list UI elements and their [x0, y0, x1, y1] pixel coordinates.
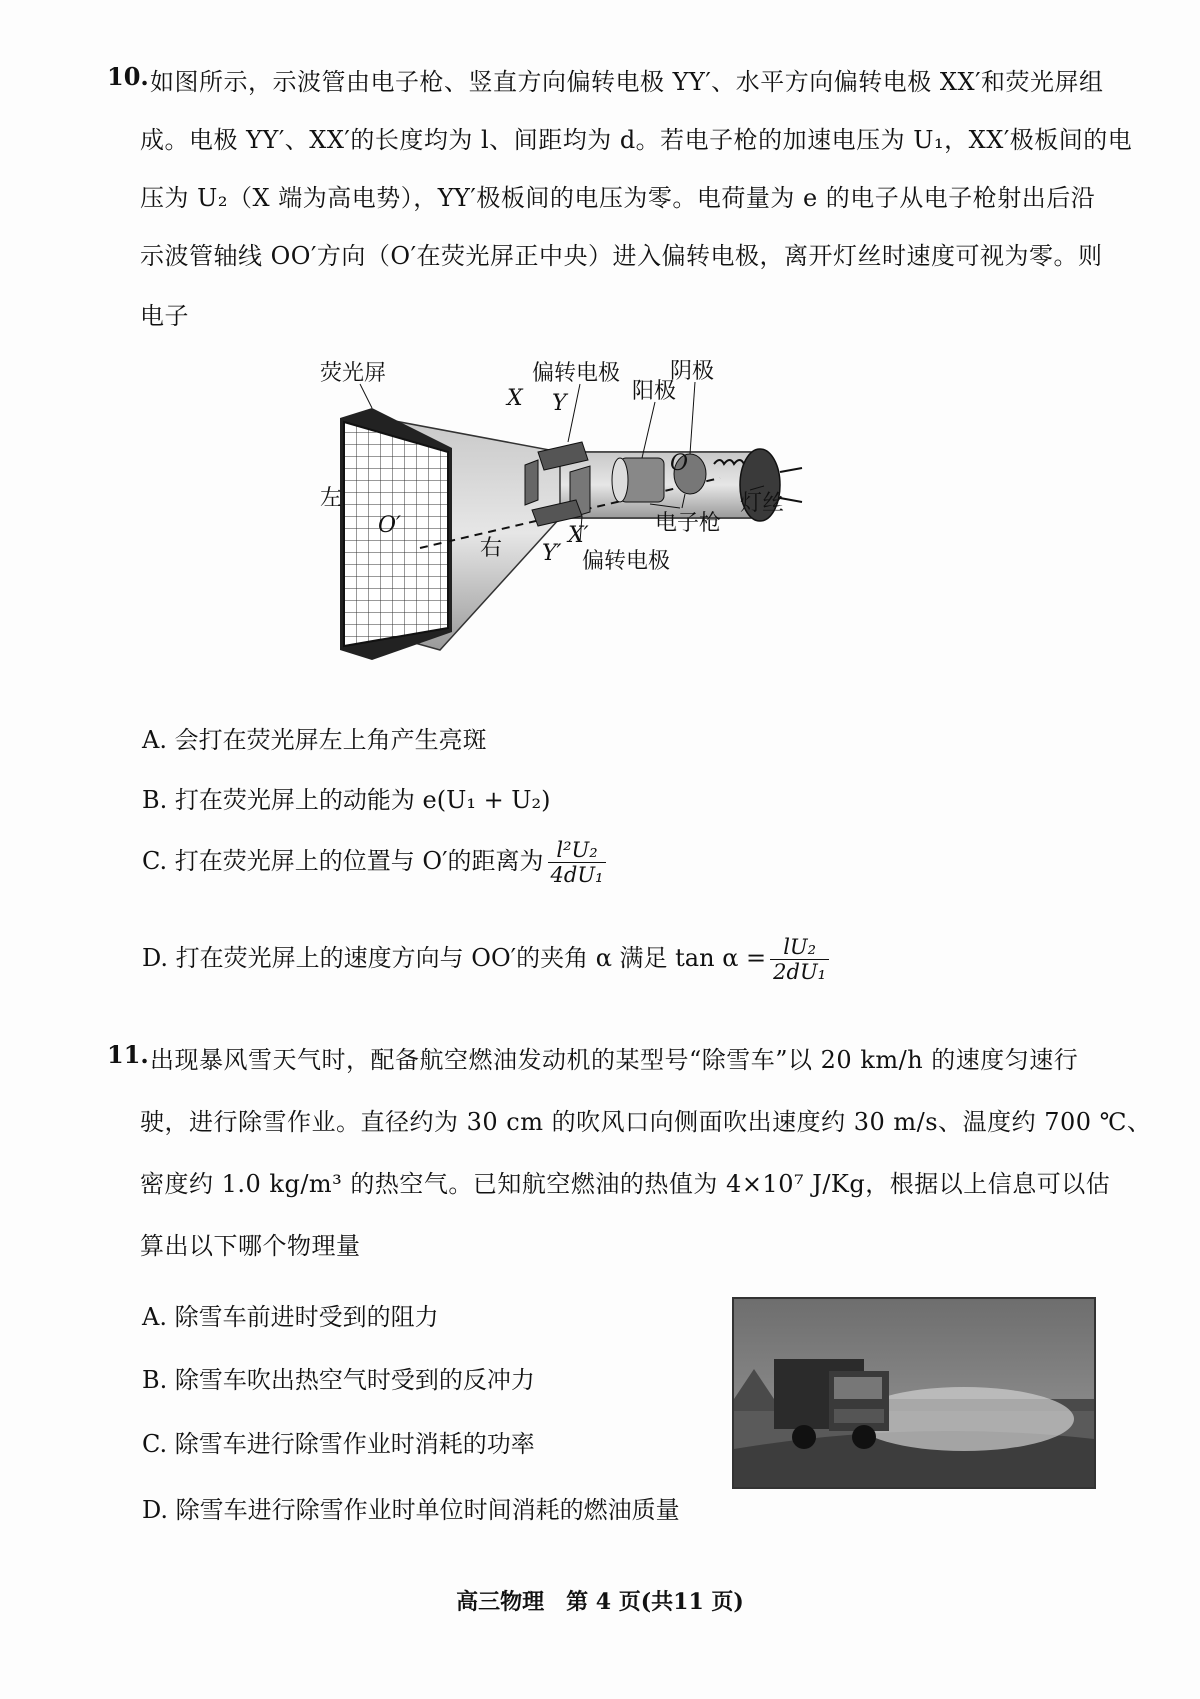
question-10-number: 10.	[107, 62, 149, 91]
label-deflection-bottom: 偏转电极	[582, 549, 671, 574]
page-footer: 高三物理 第 4 页(共11 页)	[456, 1589, 744, 1615]
q10-line-3: 压为 U₂（X 端为高电势），YY′极板间的电压为零。电荷量为 e 的电子从电子枪射出后沿	[140, 184, 1096, 212]
q10-option-c-denominator: 4dU₁	[550, 863, 604, 887]
q10-line-5: 电子	[140, 302, 189, 330]
label-deflection-top: 偏转电极	[532, 361, 621, 386]
label-cathode: 阴极	[670, 360, 715, 384]
q10-line-1: 如图所示，示波管由电子枪、竖直方向偏转电极 YY′、水平方向偏转电极 XX′和荧光屏组	[150, 68, 1104, 96]
q10-option-d-numerator: lU₂	[770, 935, 829, 960]
q10-option-c-text: C. 打在荧光屏上的位置与 O′的距离为	[142, 847, 544, 875]
q10-option-c	[142, 838, 606, 887]
q11-option-a: A. 除雪车前进时受到的阻力	[142, 1303, 439, 1331]
label-anode: 阳极	[632, 379, 677, 404]
q11-line-4: 算出以下哪个物理量	[140, 1232, 361, 1260]
label-o-prime: O′	[378, 513, 402, 538]
q10-option-d-denominator: 2dU₁	[773, 960, 827, 984]
label-y: Y	[552, 391, 567, 416]
q10-line-4: 示波管轴线 OO′方向（O′在荧光屏正中央）进入偏转电极，离开灯丝时速度可视为零。则	[140, 242, 1103, 270]
q10-option-b: B. 打在荧光屏上的动能为 e(U₁ + U₂)	[142, 786, 551, 814]
label-x: X	[507, 386, 523, 411]
label-o: O	[670, 451, 689, 476]
snow-truck-photo	[732, 1297, 1096, 1489]
question-11-number: 11.	[107, 1040, 149, 1069]
label-x-prime: X′	[568, 523, 589, 548]
q11-line-1: 出现暴风雪天气时，配备航空燃油发动机的某型号“除雪车”以 20 km/h 的速度匀速行	[150, 1046, 1079, 1074]
q10-line-2: 成。电极 YY′、XX′的长度均为 l、间距均为 d。若电子枪的加速电压为 U₁，XX′极板间的电	[140, 126, 1133, 154]
q10-option-d	[142, 935, 829, 984]
label-electron-gun: 电子枪	[655, 511, 722, 536]
q10-option-d-text: D. 打在荧光屏上的速度方向与 OO′的夹角 α 满足 tan α =	[142, 944, 767, 972]
label-right: 右	[480, 536, 503, 561]
q10-option-a: A. 会打在荧光屏左上角产生亮斑	[142, 726, 487, 754]
q11-line-2: 驶，进行除雪作业。直径约为 30 cm 的吹风口向侧面吹出速度约 30 m/s、温度约 700 ℃、	[140, 1108, 1152, 1136]
oscilloscope-diagram	[320, 360, 880, 690]
q10-option-d-fraction	[770, 935, 829, 984]
q11-option-d: D. 除雪车进行除雪作业时单位时间消耗的燃油质量	[142, 1496, 680, 1524]
q10-option-c-numerator: l²U₂	[548, 838, 607, 863]
q10-option-c-fraction	[548, 838, 607, 887]
label-y-prime: Y′	[542, 541, 562, 566]
label-left: 左	[320, 486, 343, 511]
q11-line-3: 密度约 1.0 kg/m³ 的热空气。已知航空燃油的热值为 4×10⁷ J/Kg，根据以上信息可以估	[140, 1170, 1111, 1198]
label-screen: 荧光屏	[320, 361, 387, 386]
q11-option-c: C. 除雪车进行除雪作业时消耗的功率	[142, 1430, 535, 1458]
plate-x-left	[525, 460, 538, 505]
label-filament: 灯丝	[740, 491, 785, 516]
q11-option-b: B. 除雪车吹出热空气时受到的反冲力	[142, 1366, 535, 1394]
